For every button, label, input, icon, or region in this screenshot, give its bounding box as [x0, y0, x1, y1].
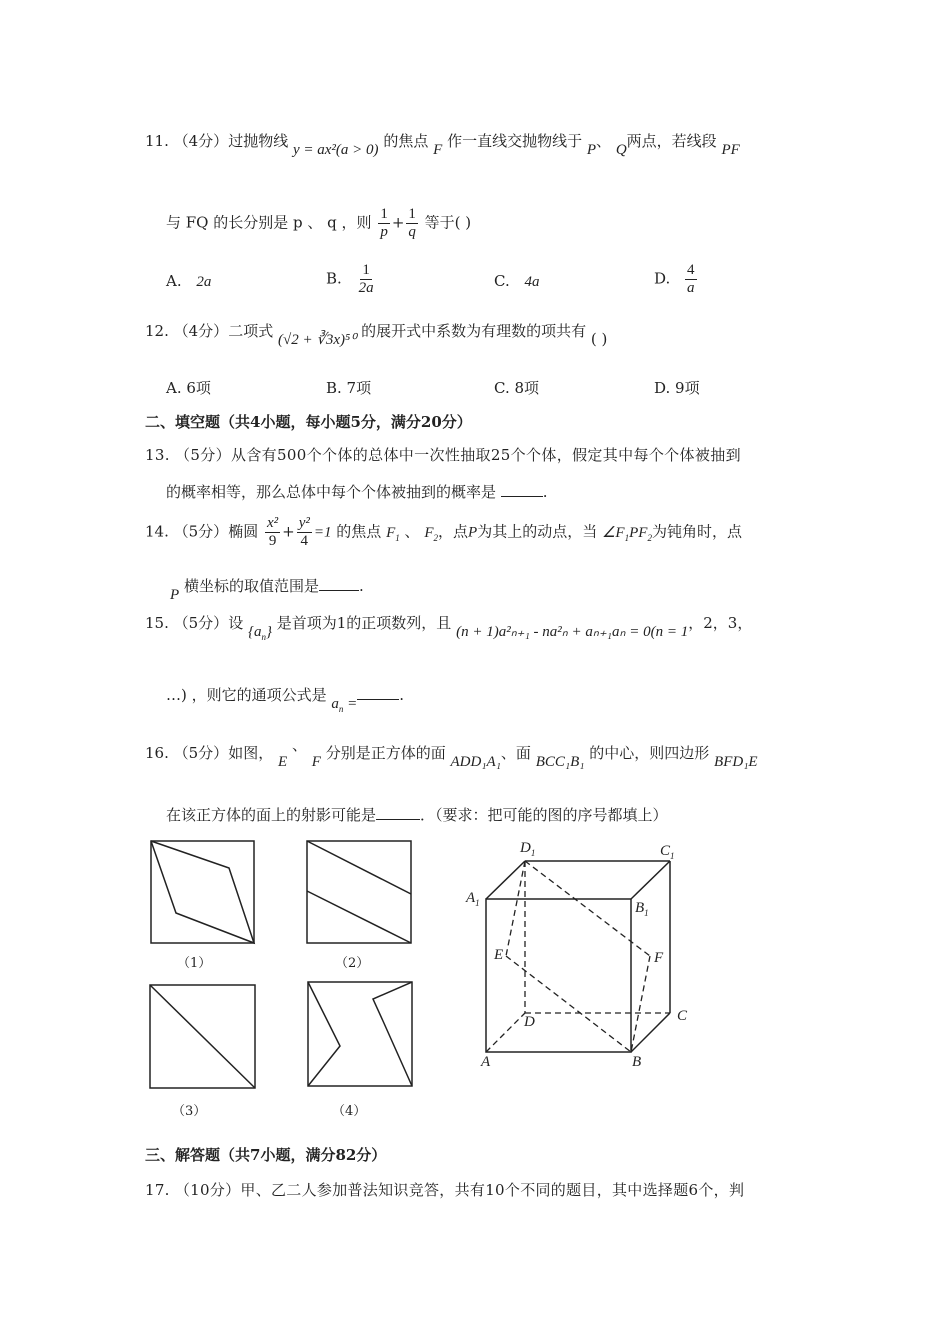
cube-edge-b1-c1 [631, 861, 670, 899]
q15-line2: …) ，则它的通项公式是 $a_n$ = . [166, 686, 405, 714]
fig3-caption: （3） [172, 1104, 207, 1119]
q12-option-d: D. 9项 [654, 379, 700, 397]
q11-line1: 11. （4分）过抛物线 y = ax²(a > 0) 的焦点 F 作一直线交抛物线于 P、 Q两点，若线段 PF [145, 132, 740, 158]
q11-option-b: B. $\frac{1}{2a}$ [326, 262, 374, 296]
cube-edge-a1-d1 [486, 861, 525, 899]
q14-line1: 14. （5分）椭圆 $\frac{\text{x²}}{9}$ + $\frac{\text{y²}}{4}$ =1 的焦点 $F_1$ 、 $F_2$，点P为其上的动点，当 $\angle F_1PF_2$为钝角时，点 [145, 515, 742, 549]
q14-line2: P 横坐标的取值范围是 . [170, 577, 364, 603]
q11-option-c: C. 4a [494, 272, 540, 290]
fig2-caption: （2） [335, 956, 370, 971]
cube-label-b: B [632, 1054, 642, 1070]
fig1-square [151, 841, 254, 943]
q16-line2: 在该正方体的面上的射影可能是 ．（要求：把可能的图的序号都填上） [166, 806, 668, 824]
q11-line2: 与 FQ 的长分别是 p 、 q ，则 $\frac{1}{p}$ + $\frac{1}{q}$ 等于( ) [166, 206, 472, 240]
cube-label-d1: $D_1$ [520, 840, 536, 858]
fig4-square [308, 982, 412, 1086]
q15-answer-blank[interactable] [357, 699, 399, 700]
fig3-diagonal [150, 985, 255, 1088]
q13-line1: 13. （5分）从含有500个个体的总体中一次性抽取25个个体，假定其中每个个体被抽到 [145, 446, 741, 464]
quad-edge-d1-e [506, 861, 525, 956]
cube-front-face [486, 899, 631, 1052]
q14-answer-blank[interactable] [319, 590, 359, 591]
fig1-caption: （1） [177, 956, 212, 971]
q13-answer-blank[interactable] [501, 496, 543, 497]
q12-option-a: A. 6项 [166, 379, 211, 397]
cube-edge-b-c [631, 1013, 670, 1052]
cube-label-c1: $C_1$ [660, 843, 675, 861]
cube-label-c: C [677, 1008, 688, 1024]
fig2-square [307, 841, 411, 943]
fraction-1-over-p: $\frac{1}{p}$ [380, 206, 388, 240]
q11-option-d: D. $\frac{4}{a}$ [654, 262, 695, 296]
q12-formula: (√2 + ∛3x)⁵⁰ [277, 332, 357, 348]
q12-line1: 12. （4分）二项式 (√2 + ∛3x)⁵⁰ 的展开式中系数为有理数的项共有 ( ) [145, 322, 608, 348]
q12-option-c: C. 8项 [494, 379, 540, 397]
cube-label-d: D [524, 1014, 535, 1030]
fig4-caption: （4） [332, 1104, 367, 1119]
fig4-right-shape [373, 982, 412, 1086]
fig3-square [150, 985, 255, 1088]
q13-line2: 的概率相等，那么总体中每个个体被抽到的概率是 . [166, 483, 548, 501]
q15-line1: 15. （5分）设 $\{a_n\}$ 是首项为1的正项数列，且 (n + 1)a²ₙ₊₁ - na²ₙ + aₙ₊₁aₙ = 0(n = 1，2，3， [145, 614, 753, 642]
quad-edge-e-b [506, 956, 631, 1052]
cube-edge-a-d [486, 1013, 525, 1052]
cube-label-a1: $A_1$ [466, 890, 480, 908]
q11-formula: y = ax²(a > 0) [292, 142, 379, 158]
quad-edge-d1-f [525, 861, 650, 956]
cube-label-f: F [654, 950, 664, 966]
cube-label-e: E [494, 947, 504, 963]
cube-label-b1: $B_1$ [635, 900, 649, 918]
q11-option-a: A. 2a [166, 272, 212, 290]
section-3-heading: 三、解答题（共7小题，满分82分） [145, 1146, 387, 1164]
cube-label-a: A [481, 1054, 491, 1070]
fig2-line-upper [307, 841, 411, 894]
q15-formula: (n + 1)a²ₙ₊₁ - na²ₙ + aₙ₊₁aₙ = 0(n = 1 [456, 624, 689, 640]
q17-line1: 17. （10分）甲、乙二人参加普法知识竞答，共有10个不同的题目，其中选择题6个，判 [145, 1181, 745, 1199]
section-2-heading: 二、填空题（共4小题，每小题5分，满分20分） [145, 413, 472, 431]
fig2-line-lower [307, 891, 411, 943]
q12-option-b: B. 7项 [326, 379, 372, 397]
fraction-1-over-q: $\frac{1}{q}$ [408, 206, 416, 240]
q16-answer-blank[interactable] [376, 819, 420, 820]
fig4-left-shape [308, 982, 340, 1086]
fig1-quad [151, 841, 254, 943]
q16-line1: 16. （5分）如图， E 、 F 分别是正方体的面 ADD₁A₁、面 BCC₁B₁ 的中心，则四边形 BFD₁E [145, 736, 758, 770]
quad-edge-f-b [631, 956, 650, 1052]
